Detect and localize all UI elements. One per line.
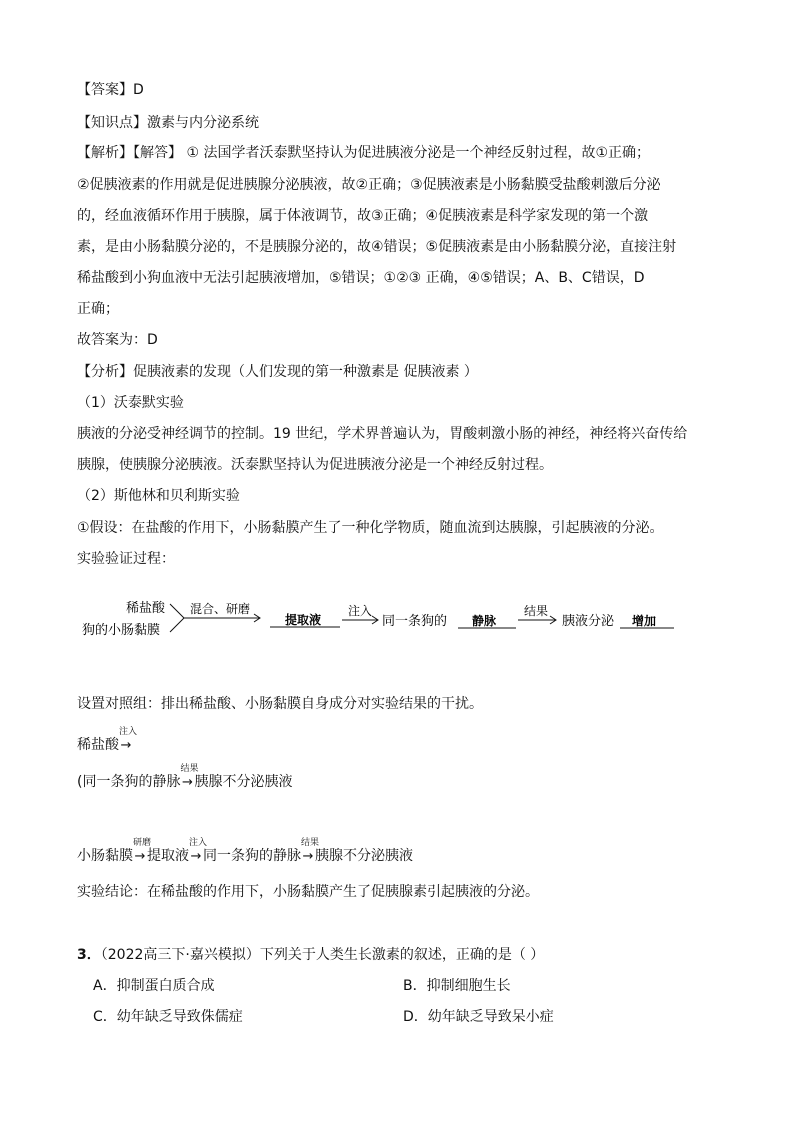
option-b[interactable] (403, 976, 511, 996)
flow-result-fill: 增加 (632, 614, 657, 628)
control-line-1b (77, 764, 293, 794)
option-d[interactable] (403, 1007, 554, 1027)
flow-step-3: 结果 (524, 604, 549, 618)
arrow-right-icon: → (182, 775, 193, 790)
question-source: （2022高三下·嘉兴模拟） (100, 947, 260, 963)
control-line-1 (77, 727, 138, 757)
knowledge-line (77, 113, 259, 133)
answer-label: 【答案】 (77, 82, 133, 98)
option-a-key: A． (93, 978, 117, 994)
flow-input-2: 狗的小肠黏膜 (82, 623, 161, 638)
experiment-1-line-1: 胰液的分泌受神经调节的控制。19 世纪，学术界普遍认为，胃酸刺激小肠的神经，神经将兴奋传给 (77, 426, 688, 442)
arrow-right-icon: → (302, 849, 314, 864)
control-1b-arrow-label: 结果 (180, 764, 199, 774)
flow-input-1: 稀盐酸 (126, 601, 166, 616)
process-title: 实验验证过程： (77, 551, 175, 567)
control-2-arrow-2-label: 注入 (189, 838, 208, 848)
control-2-arrow-3 (301, 838, 320, 868)
option-b-key: B． (403, 978, 427, 994)
experiment-2-title: （2）斯他林和贝利斯实验 (77, 488, 240, 504)
experiment-1-line-2: 胰腺，使胰腺分泌胰液。沃泰默坚持认为促进胰液分泌是一个神经反射过程。 (77, 457, 553, 473)
control-2-start: 小肠黏膜 (77, 848, 133, 864)
knowledge-label: 【知识点】 (77, 115, 147, 131)
control-2-arrow-2 (189, 838, 208, 868)
flow-merge-bracket (170, 604, 184, 632)
flow-step-1: 混合、研磨 (190, 602, 251, 616)
question-number: 3． (77, 947, 101, 963)
control-1b-arrow (180, 764, 199, 794)
control-1-arrow-label: 注入 (119, 727, 138, 737)
control-1b-end: 胰腺不分泌胰液 (194, 774, 293, 790)
final-answer: 故答案为：D (77, 332, 158, 348)
control-2-mid-2: 同一条狗的静脉 (203, 848, 301, 864)
analysis-line-3: 的，经血液循环作用于胰腺，属于体液调节，故③正确；④促胰液素是科学家发现的第一个激 (77, 208, 649, 224)
option-c-key: C． (93, 1009, 117, 1025)
control-1-start: 稀盐酸 (77, 737, 119, 753)
arrow-right-icon: → (120, 738, 132, 753)
experiment-flow-diagram (70, 598, 710, 648)
option-c[interactable] (93, 1007, 243, 1027)
answer-value: D (133, 82, 144, 98)
question-stem: 下列关于人类生长激素的叙述，正确的是（ ） (259, 947, 545, 963)
knowledge-value: 激素与内分泌系统 (147, 115, 259, 131)
option-b-text: 抑制细胞生长 (426, 978, 511, 994)
flow-result-prefix: 胰液分泌 (562, 614, 615, 629)
analysis-line-2: ②促胰液素的作用就是促进胰腺分泌胰液，故②正确；③促胰液素是小肠黏膜受盐酸刺激后分泌 (77, 177, 661, 193)
control-2-arrow-1-label: 研磨 (133, 838, 152, 848)
option-c-text: 幼年缺乏导致侏儒症 (116, 1009, 243, 1025)
control-2-arrow-1 (133, 838, 152, 868)
analysis-line-5: 稀盐酸到小狗血液中无法引起胰液增加，⑤错误；①②③ 正确，④⑤错误；A、B、C错误，D (77, 270, 645, 286)
question-stem-line (77, 945, 544, 965)
flow-target-fill: 静脉 (472, 614, 497, 628)
control-2-mid-1: 提取液 (147, 848, 189, 864)
fenxi-heading: 【分析】促胰液素的发现（人们发现的第一种激素是 促胰液素 ） (77, 364, 478, 380)
control-2-end: 胰腺不分泌胰液 (315, 848, 413, 864)
flow-product-1: 提取液 (285, 613, 322, 627)
analysis-line-1: 【解析】【解答】 ① 法国学者沃泰默坚持认为促进胰液分泌是一个神经反射过程，故①正确； (77, 145, 650, 161)
control-line-2 (77, 838, 413, 868)
control-1-arrow (119, 727, 138, 757)
experiment-1-title: （1）沃泰默实验 (77, 395, 184, 411)
option-d-key: D． (403, 1009, 428, 1025)
analysis-line-6: 正确； (77, 301, 119, 317)
answer-line (77, 80, 144, 100)
control-1b-start: (同一条狗的静脉 (77, 774, 181, 790)
control-2-arrow-3-label: 结果 (301, 838, 320, 848)
option-a[interactable] (93, 976, 215, 996)
control-group-title: 设置对照组：排出稀盐酸、小肠黏膜自身成分对实验结果的干扰。 (77, 696, 483, 712)
flow-step-2: 注入 (348, 604, 373, 618)
analysis-line-4: 素，是由小肠黏膜分泌的，不是胰腺分泌的，故④错误；⑤促胰液素是由小肠黏膜分泌，直接注射 (77, 239, 677, 255)
option-d-text: 幼年缺乏导致呆小症 (427, 1009, 554, 1025)
arrow-right-icon: → (190, 849, 202, 864)
arrow-right-icon: → (134, 849, 146, 864)
flow-target-prefix: 同一条狗的 (382, 614, 448, 629)
option-a-text: 抑制蛋白质合成 (116, 978, 215, 994)
hypothesis-line: ①假设：在盐酸的作用下，小肠黏膜产生了一种化学物质，随血流到达胰腺，引起胰液的分泌。 (77, 520, 664, 536)
experiment-conclusion: 实验结论：在稀盐酸的作用下，小肠黏膜产生了促胰腺素引起胰液的分泌。 (77, 884, 539, 900)
